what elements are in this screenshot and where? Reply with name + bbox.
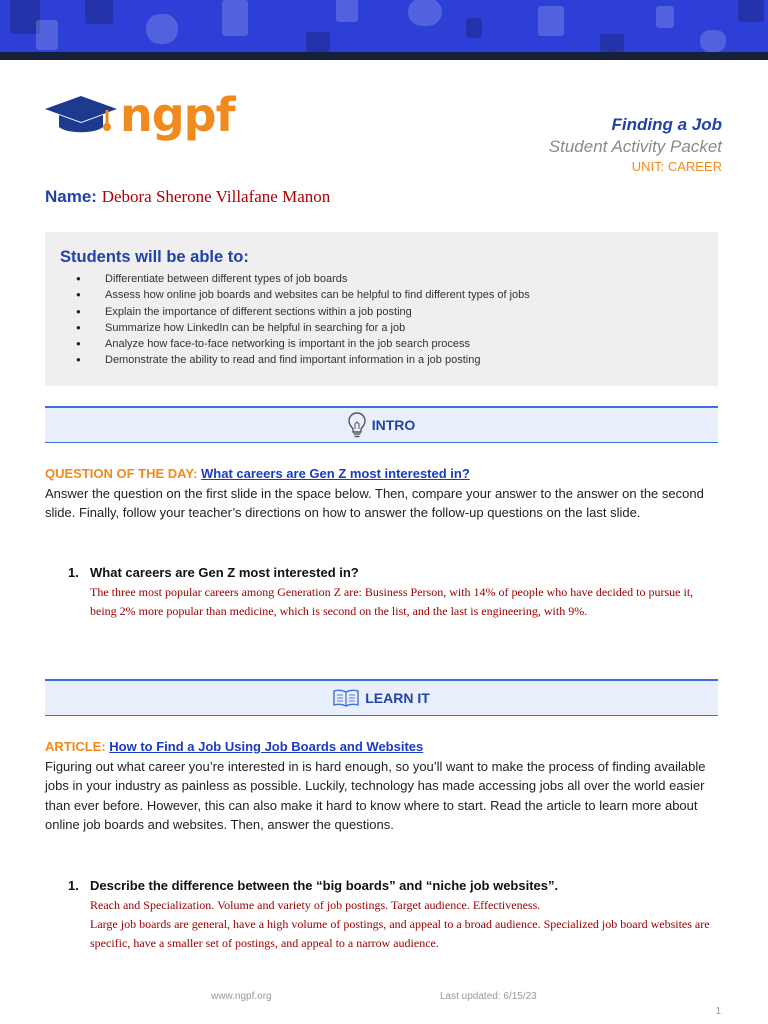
intro-answer[interactable]: The three most popular careers among Generation Z are: Business Person, with 14% of people who have decided to pursue it, being 2% more popular than medicine, which is second on the list, and the last is engineering, with 9%.	[90, 585, 694, 618]
objective-item: ● Differentiate between different types of job boards	[90, 271, 718, 287]
question-text: Describe the difference between the “big boards” and “niche job websites”.	[90, 878, 559, 893]
question-number: 1.	[68, 878, 79, 893]
learn-it-section-header	[45, 679, 718, 716]
header-divider	[0, 52, 768, 60]
graduation-cap-icon	[45, 94, 117, 140]
ngpf-logo	[45, 90, 245, 142]
qod-link[interactable]: What careers are Gen Z most interested in?	[201, 466, 470, 481]
objective-item: ● Demonstrate the ability to read and find important information in a job posting	[90, 352, 718, 368]
intro-question	[68, 565, 359, 580]
qod-tag: QUESTION OF THE DAY:	[45, 466, 198, 481]
document-title-block	[549, 114, 722, 176]
student-name[interactable]: Debora Sherone Villafane Manon	[101, 187, 331, 206]
question-of-the-day	[45, 464, 725, 523]
objective-item: ● Assess how online job boards and websites can be helpful to find different types of jobs	[90, 287, 718, 303]
answer-line: Large job boards are general, have a high volume of postings, and appeal to a broad audience. Specialized job board websites are specific, have a smaller set of postings, and appeal to a narrow audience.	[90, 917, 710, 950]
article-link[interactable]: How to Find a Job Using Job Boards and Websites	[109, 739, 424, 754]
article-tag: ARTICLE:	[45, 739, 106, 754]
learn-it-question	[68, 878, 558, 893]
question-text: What careers are Gen Z most interested in?	[90, 565, 359, 580]
footer-website: www.ngpf.org	[211, 991, 272, 1002]
learn-it-answer[interactable]	[90, 896, 720, 953]
logo-wordmark: ngpf	[120, 88, 235, 142]
document-subtitle: Student Activity Packet	[548, 137, 722, 156]
objectives-heading: Students will be able to:	[60, 248, 249, 266]
learn-it-section-label: LEARN IT	[365, 690, 430, 706]
objectives-list	[60, 271, 718, 369]
answer-line: Reach and Specialization. Volume and variety of job postings. Target audience. Effectiveness.	[90, 898, 541, 912]
intro-section-label: INTRO	[371, 417, 416, 433]
intro-section-header	[45, 406, 718, 443]
qod-instructions: Answer the question on the first slide in the space below. Then, compare your answer to the answer on the second slide. Finally, follow your teacher’s directions on how to answer the follow-up questions on the last slide.	[45, 485, 704, 520]
lightbulb-icon	[348, 412, 366, 438]
objective-item: ● Explain the importance of different sections within a job posting	[90, 304, 718, 320]
header-banner	[0, 0, 768, 52]
question-number: 1.	[68, 565, 79, 580]
article-instructions: Figuring out what career you’re interested in is hard enough, so you’ll want to make the process of finding available jobs in your industry as painless as possible. Luckily, technology has made accessing jobs all over the world easier than ever before. However, this can also make it hard to know where to start. Read the article to learn more about online job boards and websites. Then, answer the questions.	[45, 758, 706, 832]
objective-item: ● Analyze how face-to-face networking is important in the job search process	[90, 336, 718, 352]
footer-last-updated: Last updated: 6/15/23	[440, 991, 537, 1002]
name-label: Name:	[45, 187, 97, 206]
learning-objectives-box	[45, 232, 718, 386]
unit-label: UNIT: CAREER	[631, 159, 722, 174]
page-number: 1	[715, 1006, 721, 1017]
student-name-row	[45, 187, 330, 207]
objective-item: ● Summarize how LinkedIn can be helpful in searching for a job	[90, 320, 718, 336]
document-title: Finding a Job	[611, 115, 722, 134]
open-book-icon	[333, 689, 359, 707]
article-block	[45, 737, 725, 835]
